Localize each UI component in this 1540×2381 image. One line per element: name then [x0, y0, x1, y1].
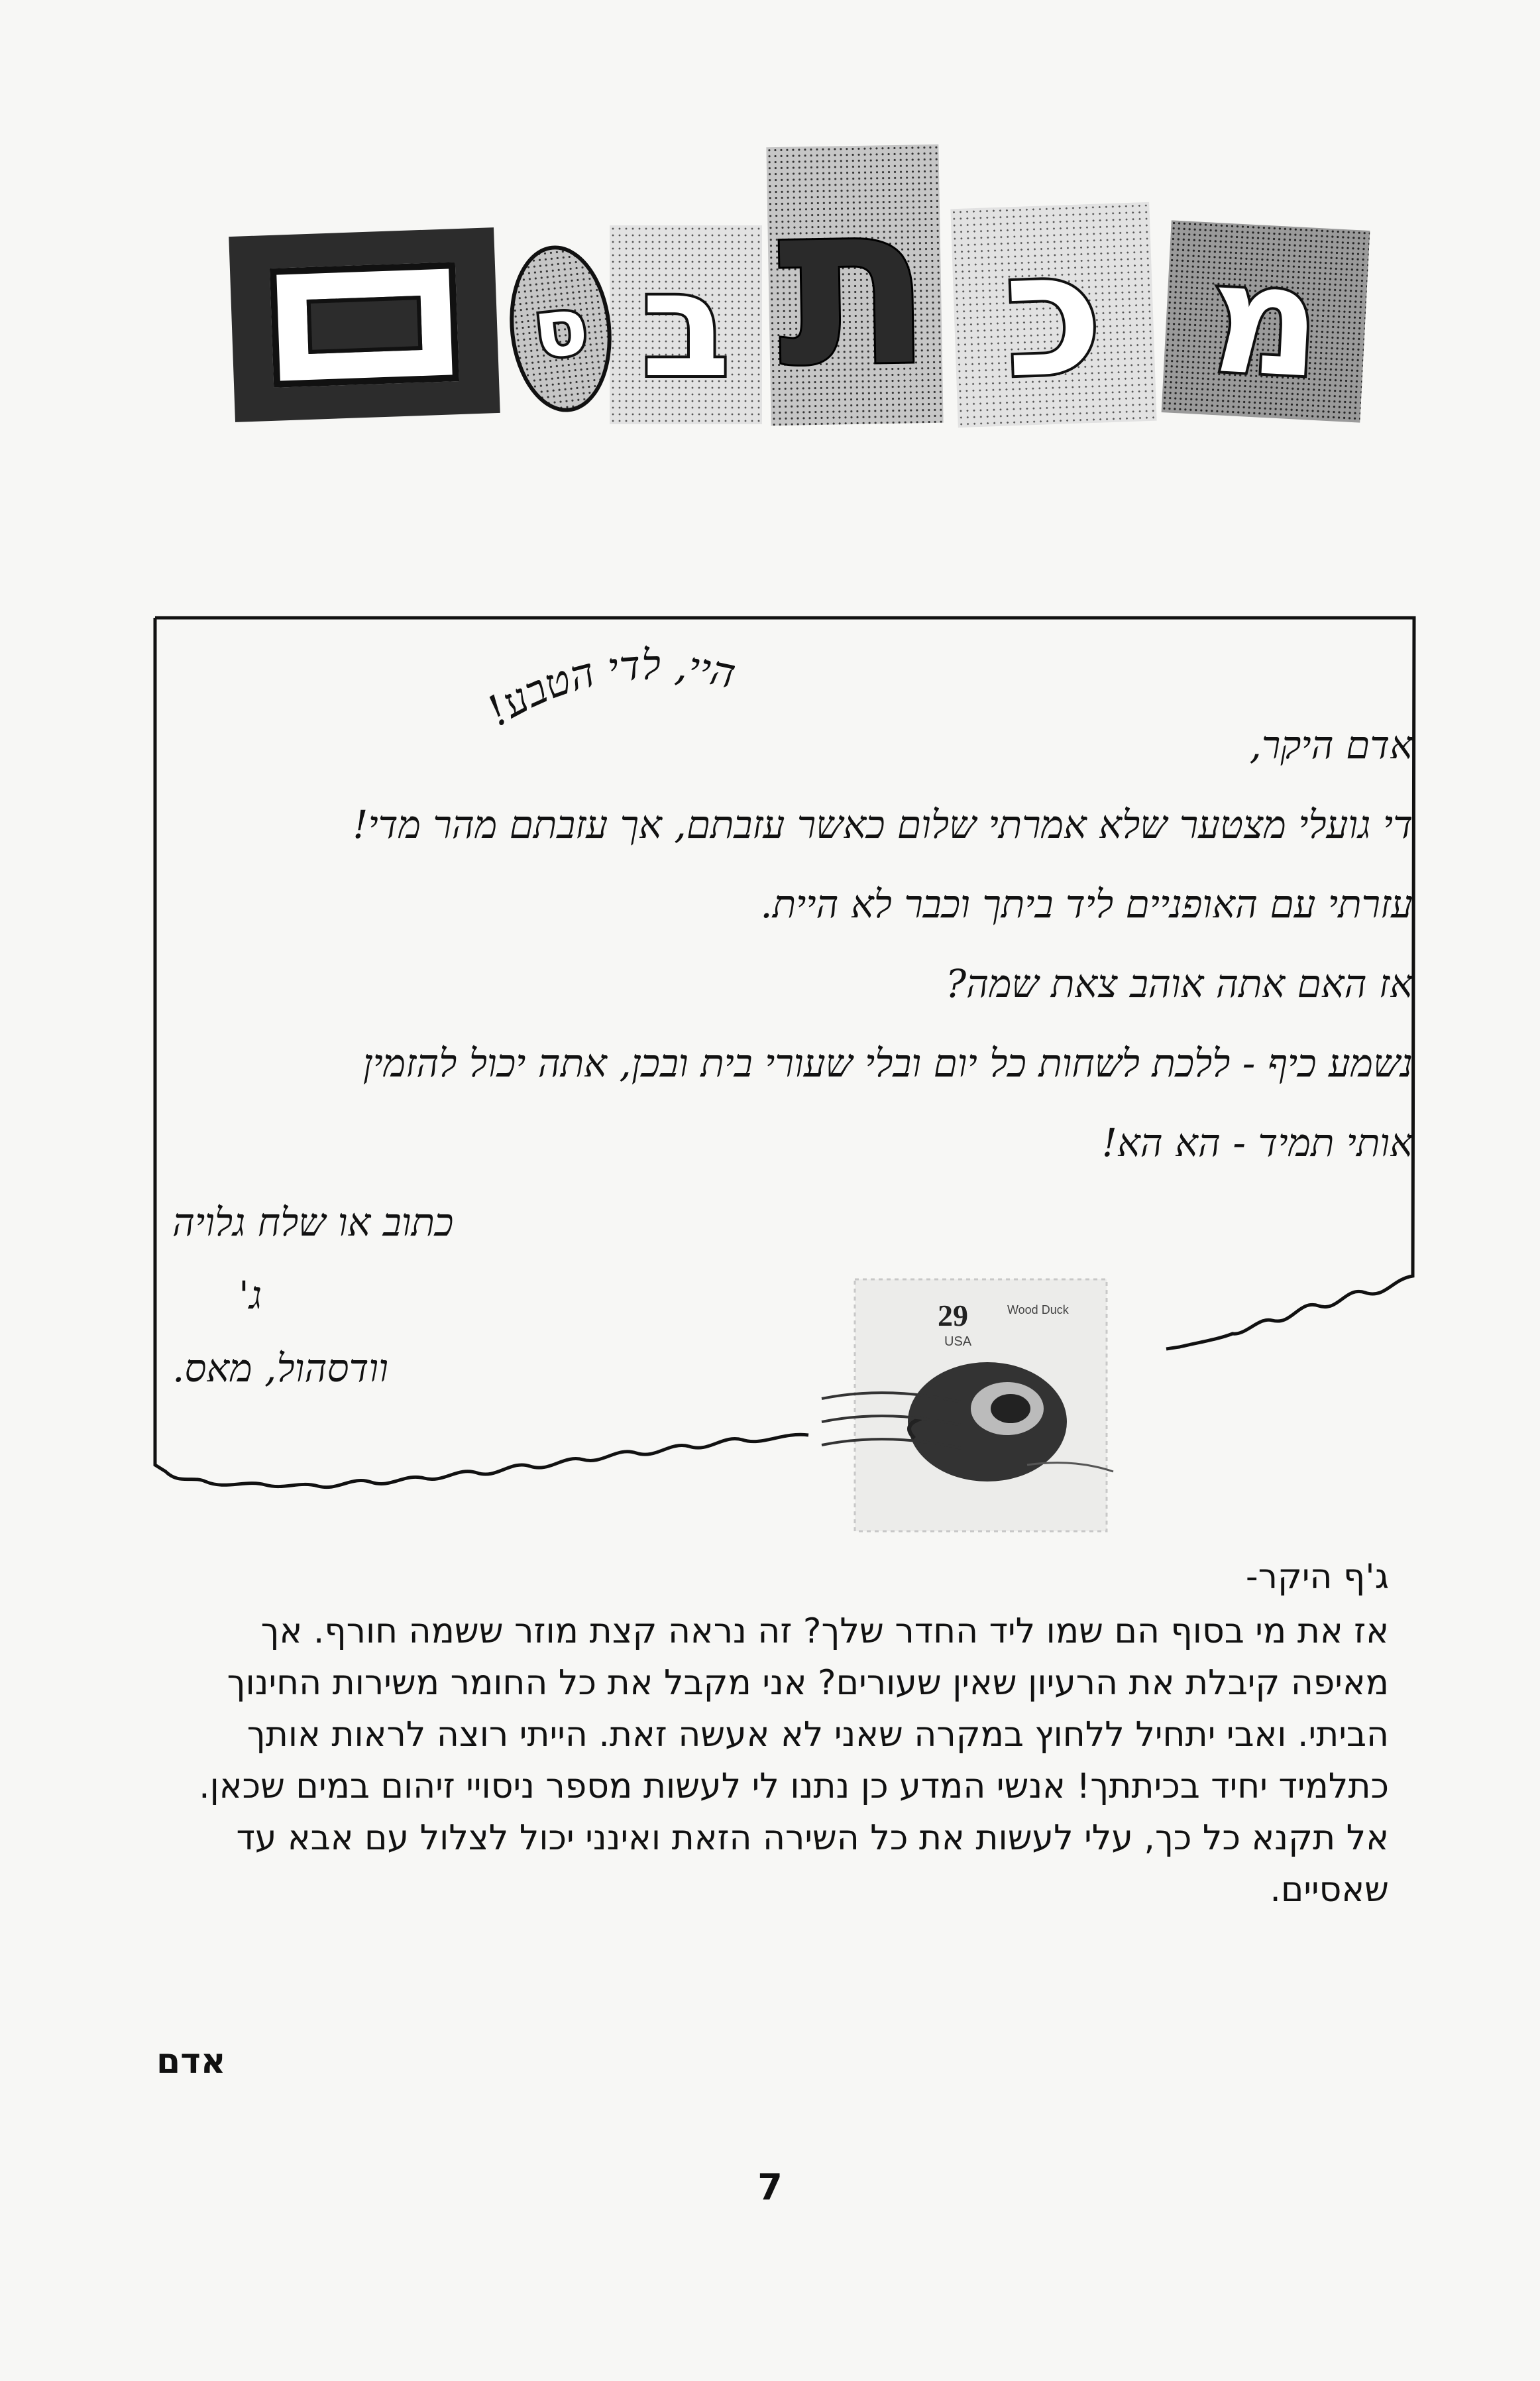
- letter-line: אותי תמיד - הא הא!: [1101, 1120, 1413, 1165]
- svg-text:29: 29: [938, 1299, 968, 1332]
- svg-text:Wood Duck: Wood Duck: [1007, 1303, 1069, 1316]
- letter-line: עזרתי עם האופניים ליד ביתך וכבר לא היית.: [760, 882, 1413, 927]
- svg-text:USA: USA: [944, 1334, 972, 1349]
- title-letter: ב: [641, 240, 731, 410]
- letter-line: כתוב או שלח גלויה: [172, 1200, 454, 1245]
- letter-line: די גועלי מצטער שלא אמרתי שלום כאשר עזבתם, אך עזבתם מהר מדי!: [353, 802, 1413, 847]
- title-letter-tile: [950, 202, 1156, 428]
- title-letter: ס: [529, 280, 592, 377]
- svg-text:היי, לדי הטבע!: היי, לדי הטבע!: [477, 640, 740, 736]
- title-letter: ת: [775, 152, 934, 418]
- letter-signature: ג': [239, 1273, 262, 1318]
- title-letter: מ: [1205, 229, 1326, 413]
- page-number: 7: [757, 2166, 783, 2208]
- title-letter-tile: [502, 241, 620, 418]
- reply-salutation: ג'ף היקר-: [1245, 1557, 1389, 1597]
- reply-paragraph: אל תקנא כל כך, עלי לעשות את כל השירה הזאת ואינני יכול לצלול עם אבא עד שאסיים.: [236, 1818, 1389, 1910]
- postage-stamp: [808, 1266, 1127, 1544]
- handwritten-letter-card: [146, 610, 1425, 1491]
- title-letter-tile: [1162, 220, 1370, 422]
- arc-heading: [398, 636, 835, 809]
- letter-location: וודסהול, מאס.: [172, 1346, 389, 1391]
- title-letter: כ: [1001, 213, 1106, 417]
- letter-line: נשמע כיף - ללכת לשחות כל יום ובלי שעורי בית ובכן, אתה יכול להזמין: [362, 1041, 1413, 1086]
- title-cutout-letters: [225, 146, 1385, 444]
- reply-signature: אדם: [156, 2042, 226, 2081]
- letter-line: אז האם אתה אוהב צאת שמה?: [946, 961, 1413, 1006]
- title-letter-tile: [229, 227, 500, 422]
- letter-line: אדם היקר,: [1249, 723, 1413, 768]
- title-final-mem-shape: [270, 262, 459, 388]
- title-letter-tile: [766, 145, 943, 426]
- reply-paragraph: אז את מי בסוף הם שמו ליד החדר שלך? זה נראה קצת מוזר ששמה חורף. אך מאיפה קיבלת את הרעיון שאין שעורים? אני מקבל את כל החומר משירות החינוך הביתי. ואבי יתחיל ללחוץ במקרה שאני לא אעשה זאת. הייתי רוצה לראות אותך כתלמיד יחיד בכיתתך! אנשי המדע כן נתנו לי לעשות מספר ניסויי זיהום במים שכאן.: [199, 1611, 1389, 1806]
- reply-letter: [156, 1551, 1389, 1916]
- title-letter-tile: [610, 225, 762, 424]
